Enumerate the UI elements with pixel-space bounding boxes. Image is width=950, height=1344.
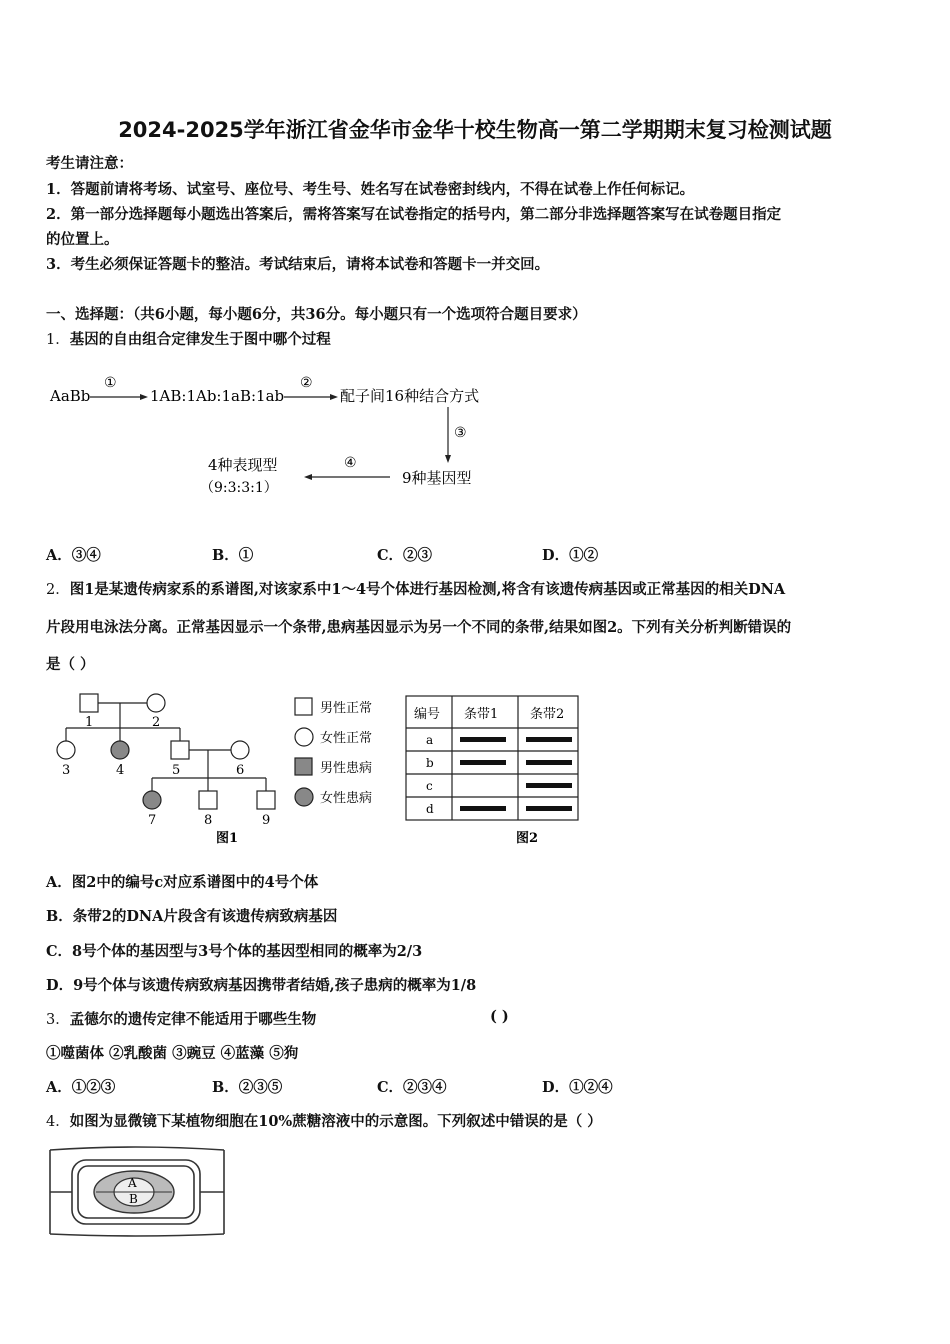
q1-text: 基因的自由组合定律发生于图中哪个过程 <box>69 331 331 348</box>
pedigree-4-female-affected <box>111 741 129 759</box>
band-1-row-b <box>460 760 506 765</box>
legend-female-affected: 女性患病 <box>320 791 373 806</box>
table-header-id: 编号 <box>414 707 441 722</box>
q2-option-d[interactable]: D．9号个体与该遗传病致病基因携带者结婚,孩子患病的概率为1/8 <box>46 977 477 994</box>
pedigree-label-4: 4 <box>116 763 125 778</box>
table-header-band2: 条带2 <box>530 707 565 722</box>
q2-option-c[interactable]: C．8号个体的基因型与3号个体的基因型相同的概率为2/3 <box>46 943 423 960</box>
diagram-step-4: ④ <box>344 455 357 471</box>
q1-option-c[interactable]: C．②③ <box>377 547 433 564</box>
q3-option-d[interactable]: D．①②④ <box>542 1079 613 1096</box>
q3-option-b[interactable]: B．②③⑤ <box>212 1079 283 1096</box>
diagram-genotypes: 9种基因型 <box>402 469 472 487</box>
q3-items: ①噬菌体 ②乳酸菌 ③豌豆 ④蓝藻 ⑤狗 <box>46 1045 299 1062</box>
band-2-row-c <box>526 783 572 788</box>
q4-number: 4． <box>46 1114 70 1130</box>
table-text <box>414 706 564 846</box>
q3-stem <box>46 1008 316 1029</box>
cell-wall-bottom <box>50 1234 224 1236</box>
pedigree-labels <box>62 715 270 846</box>
arrow-1-head <box>140 394 148 400</box>
q2-option-a[interactable]: A．图2中的编号c对应系谱图中的4号个体 <box>46 874 319 891</box>
pedigree-3-female-normal <box>57 741 75 759</box>
band-2-row-b <box>526 760 572 765</box>
pedigree-2-female-normal <box>147 694 165 712</box>
diagram-step-1: ① <box>104 375 117 391</box>
q2-text-1: 图1是某遗传病家系的系谱图,对该家系中1～4号个体进行基因检测,将含有该遗传病基因或正常基因的相关DNA <box>69 581 786 598</box>
diagram-step-2: ② <box>300 375 313 391</box>
legend-male-normal-symbol <box>295 698 312 715</box>
pedigree-8-male-normal <box>199 791 217 809</box>
table-header-band1: 条带1 <box>464 707 499 722</box>
notice-item-2: 2．第一部分选择题每小题选出答案后，需将答案写在试卷指定的括号内，第二部分非选择题答案写在试卷题目指定 <box>46 206 782 223</box>
pedigree-9-male-normal <box>257 791 275 809</box>
pedigree-7-female-affected <box>143 791 161 809</box>
q1-option-b[interactable]: B．① <box>212 547 254 564</box>
table-row-id-d: d <box>426 802 434 816</box>
pedigree-label-9: 9 <box>262 813 271 828</box>
pedigree-5-male-normal <box>171 741 189 759</box>
q4-stem <box>46 1110 602 1131</box>
figure-1-caption: 图1 <box>216 831 239 846</box>
q1-stem <box>46 328 331 349</box>
page-title: 2024-2025学年浙江省金华市金华十校生物高一第二学期期末复习检测试题 <box>118 118 832 142</box>
pedigree-chart <box>57 694 275 809</box>
legend-female-normal-symbol <box>295 728 313 746</box>
notice-item-3: 3．考生必须保证答题卡的整洁。考试结束后，请将本试卷和答题卡一并交回。 <box>46 256 550 273</box>
q2-figures <box>40 688 600 850</box>
figure-2-caption: 图2 <box>516 831 539 846</box>
notice-item-1: 1．答题前请将考场、试室号、座位号、考生号、姓名写在试卷密封线内，不得在试卷上作任何标记。 <box>46 181 695 198</box>
q3-option-c[interactable]: C．②③④ <box>377 1079 447 1096</box>
legend-female-affected-symbol <box>295 788 313 806</box>
pedigree-6-female-normal <box>231 741 249 759</box>
diagram-phenotypes: 4种表现型 <box>208 456 278 474</box>
pedigree-label-7: 7 <box>148 813 157 828</box>
pedigree-label-8: 8 <box>204 813 213 828</box>
cell-wall-top <box>50 1147 224 1150</box>
q2-stem-line1 <box>46 578 785 599</box>
label-a: A <box>128 1176 137 1190</box>
pedigree-label-3: 3 <box>62 763 71 778</box>
q1-option-a[interactable]: A．③④ <box>46 547 101 564</box>
legend-female-normal: 女性正常 <box>320 731 373 746</box>
q3-text: 孟德尔的遗传定律不能适用于哪些生物 <box>69 1011 317 1028</box>
pedigree-label-1: 1 <box>85 715 94 730</box>
band-2-row-d <box>526 806 572 811</box>
q3-option-a[interactable]: A．①②③ <box>46 1079 116 1096</box>
pedigree-legend <box>295 698 372 806</box>
q1-option-d[interactable]: D．①② <box>542 547 599 564</box>
diagram-combine: 配子间16种结合方式 <box>340 387 480 405</box>
table-row-id-c: c <box>426 779 433 793</box>
table-row-id-b: b <box>426 756 434 770</box>
section-heading: 一、选择题：（共6小题，每小题6分，共36分。每小题只有一个选项符合题目要求） <box>46 306 587 323</box>
pedigree-label-2: 2 <box>152 715 161 730</box>
arrow-3-head <box>445 455 451 463</box>
arrow-2-head <box>330 394 338 400</box>
legend-male-affected: 男性患病 <box>320 761 373 776</box>
q1-number: 1． <box>46 332 70 348</box>
legend-male-affected-symbol <box>295 758 312 775</box>
diagram-step-3: ③ <box>454 425 467 441</box>
diagram-start: AaBb <box>50 387 91 405</box>
pedigree-label-6: 6 <box>236 763 245 778</box>
band-2-row-a <box>526 737 572 742</box>
diagram-pheno-ratio: （9:3:3:1） <box>200 480 278 496</box>
notice-item-2-cont: 的位置上。 <box>46 231 119 248</box>
diagram-ratio: 1AB:1Ab:1aB:1ab <box>150 387 285 405</box>
legend-male-normal: 男性正常 <box>320 701 373 716</box>
band-1-row-a <box>460 737 506 742</box>
q1-process-diagram <box>40 365 520 505</box>
q2-option-b[interactable]: B．条带2的DNA片段含有该遗传病致病基因 <box>46 908 338 925</box>
q2-stem-line2: 片段用电泳法分离。正常基因显示一个条带,患病基因显示为另一个不同的条带,结果如图2。下列有关分析判断错误的 <box>46 619 792 636</box>
label-b: B <box>129 1192 138 1206</box>
notice-heading: 考生请注意： <box>46 155 133 172</box>
q3-number: 3． <box>46 1012 70 1028</box>
arrow-4-head <box>304 474 312 480</box>
pedigree-1-male-normal <box>80 694 98 712</box>
band-1-row-d <box>460 806 506 811</box>
q3-answer-paren: ( ) <box>490 1008 509 1025</box>
pedigree-label-5: 5 <box>172 763 181 778</box>
q4-cell-diagram <box>44 1142 230 1240</box>
table-row-id-a: a <box>426 733 434 747</box>
q2-stem-line3: 是（ ） <box>46 656 95 673</box>
q4-text: 如图为显微镜下某植物细胞在10%蔗糖溶液中的示意图。下列叙述中错误的是（ ） <box>69 1113 602 1130</box>
q2-number: 2． <box>46 582 70 598</box>
